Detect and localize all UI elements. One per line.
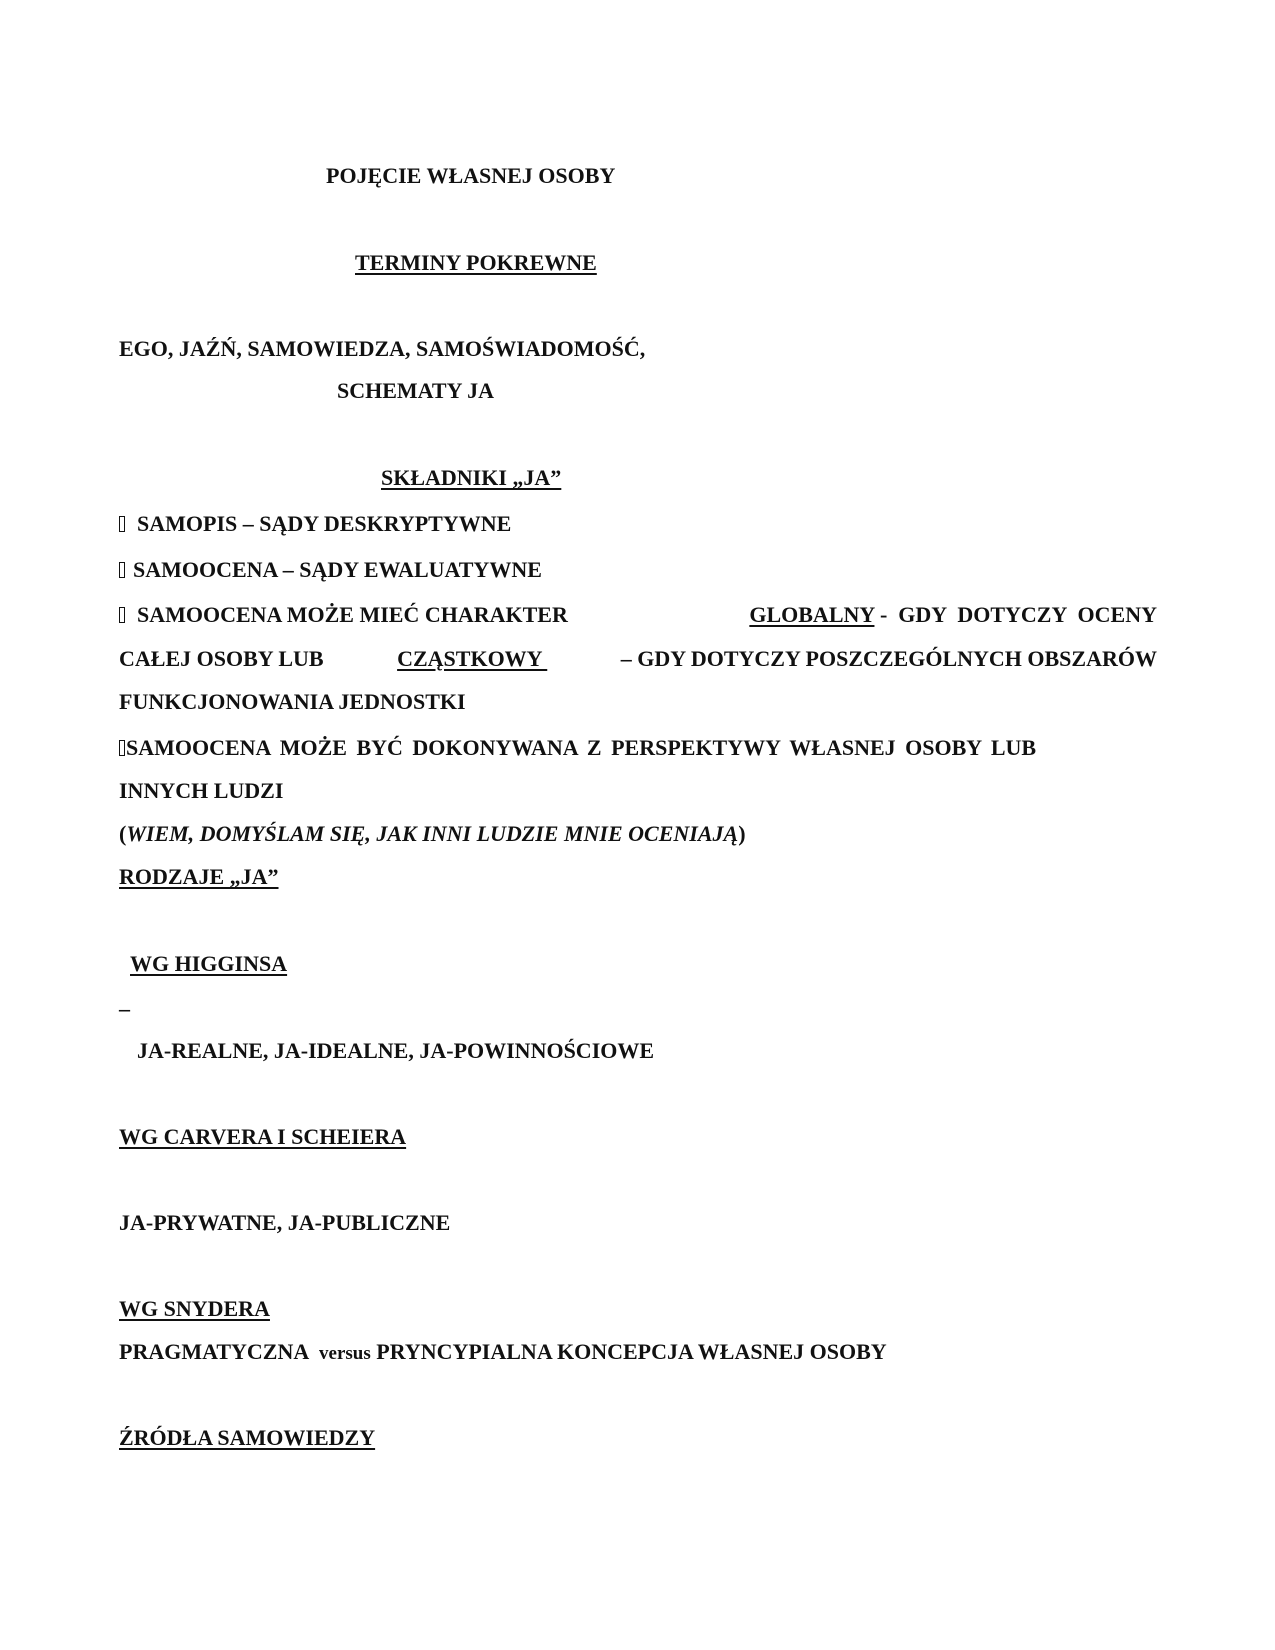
related-terms-line-1: EGO, JAŹŃ, SAMOWIEDZA, SAMOŚWIADOMOŚĆ, bbox=[119, 336, 646, 361]
higgins-items: JA-REALNE, JA-IDEALNE, JA-POWINNOŚCIOWE bbox=[137, 1038, 655, 1063]
snyder-heading: WG SNYDERA bbox=[119, 1296, 270, 1321]
snyder-text-cont: PRYNCYPIALNA KONCEPCJA WŁASNEJ OSOBY bbox=[370, 1339, 887, 1364]
carver-heading: WG CARVERA I SCHEIERA bbox=[119, 1124, 407, 1149]
bullet-item-perspective-line-1 bbox=[119, 735, 1157, 761]
bullet-item-global-partial-line-1 bbox=[119, 602, 1157, 628]
perspective-example-text: WIEM, DOMYŚLAM SIĘ, JAK INNI LUDZIE MNIE OCENIAJĄ bbox=[126, 821, 739, 846]
components-heading: SKŁADNIKI „JA” bbox=[381, 465, 562, 490]
bullet-icon bbox=[119, 516, 125, 532]
bullet-text: SAMOOCENA MOŻE BYĆ DOKONYWANA Z PERSPEKTYWY WŁASNEJ OSOBY LUB bbox=[126, 735, 1037, 760]
snyder-versus: versus bbox=[319, 1343, 371, 1364]
types-heading: RODZAJE „JA” bbox=[119, 864, 279, 889]
bullet-text: CAŁEJ OSOBY LUB bbox=[119, 646, 324, 671]
bullet-text: SAMOOCENA MOŻE MIEĆ CHARAKTER bbox=[137, 602, 568, 627]
bullet-text: SAMOPIS – SĄDY DESKRYPTYWNE bbox=[137, 511, 512, 536]
related-terms-heading: TERMINY POKREWNE bbox=[355, 250, 597, 275]
higgins-dash: – bbox=[119, 996, 130, 1021]
paren-open: ( bbox=[119, 821, 127, 846]
bullet-icon bbox=[119, 607, 125, 623]
partial-term: CZĄSTKOWY bbox=[397, 646, 548, 671]
bullet-text-cont: - GDY DOTYCZY OCENY bbox=[874, 602, 1157, 627]
bullet-item-samopis bbox=[119, 511, 511, 537]
page-title: POJĘCIE WŁASNEJ OSOBY bbox=[326, 163, 616, 188]
carver-items: JA-PRYWATNE, JA-PUBLICZNE bbox=[119, 1210, 451, 1235]
global-term: GLOBALNY bbox=[749, 602, 875, 627]
bullet-item-perspective-line-2: INNYCH LUDZI bbox=[119, 778, 284, 803]
bullet-item-global-partial-line-3: FUNKCJONOWANIA JEDNOSTKI bbox=[119, 689, 466, 714]
sources-heading: ŹRÓDŁA SAMOWIEDZY bbox=[119, 1425, 376, 1450]
snyder-items bbox=[119, 1339, 887, 1367]
higgins-heading: WG HIGGINSA bbox=[130, 951, 288, 976]
bullet-item-samoocena bbox=[119, 557, 542, 583]
bullet-icon bbox=[119, 740, 125, 756]
related-terms-line-2: SCHEMATY JA bbox=[337, 378, 495, 403]
bullet-icon bbox=[119, 562, 125, 578]
bullet-text: SAMOOCENA – SĄDY EWALUATYWNE bbox=[133, 557, 542, 582]
perspective-example bbox=[119, 821, 746, 847]
paren-close: ) bbox=[738, 821, 746, 846]
bullet-item-global-partial-line-2 bbox=[119, 646, 1157, 672]
snyder-text: PRAGMATYCZNA bbox=[119, 1339, 320, 1364]
bullet-text-cont: – GDY DOTYCZY POSZCZEGÓLNYCH OBSZARÓW bbox=[620, 646, 1157, 671]
